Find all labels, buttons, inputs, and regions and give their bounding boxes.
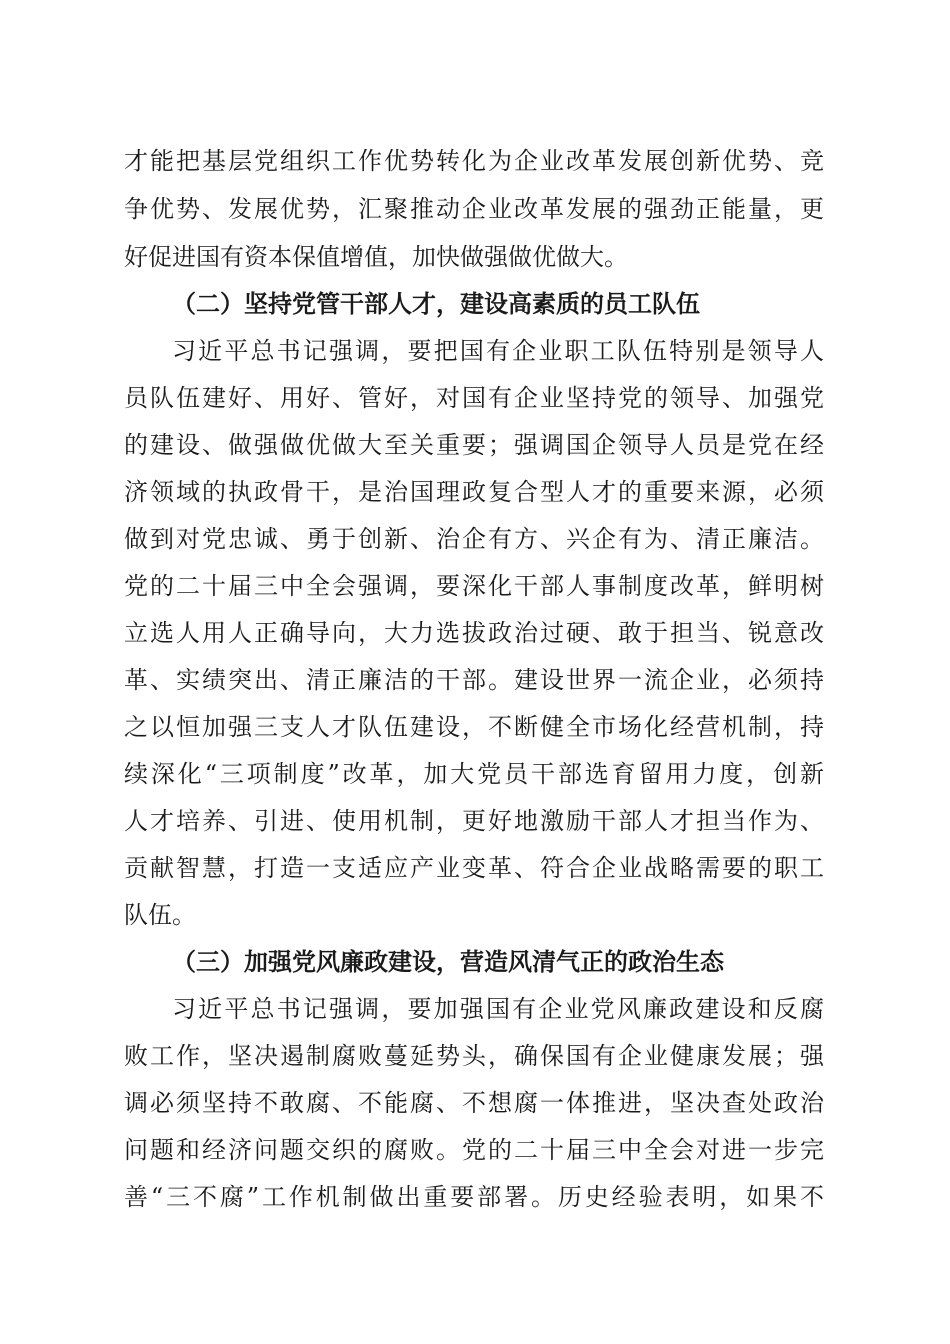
paragraph-line: 队伍。 — [124, 901, 196, 929]
paragraph-line: 调必须坚持不敢腐、不能腐、不想腐一体推进，坚决查处政治 — [124, 1089, 824, 1117]
paragraph-line: 的建设、做强做优做大至关重要；强调国企领导人员是党在经 — [124, 431, 824, 459]
paragraph-line: 党的二十届三中全会强调，要深化干部人事制度改革，鲜明树 — [124, 572, 824, 600]
paragraph-line: 善“三不腐”工作机制做出重要部署。历史经验表明，如果不 — [124, 1183, 824, 1211]
section-heading-3: （三）加强党风廉政建设，营造风清气正的政治生态 — [172, 948, 724, 976]
paragraph-line: 续深化“三项制度”改革，加大党员干部选育留用力度，创新 — [124, 760, 824, 788]
paragraph-line: 习近平总书记强调，要把国有企业职工队伍特别是领导人 — [172, 337, 824, 365]
paragraph-line: 好促进国有资本保值增值，加快做强做优做大。 — [124, 243, 628, 271]
paragraph-line: 贡献智慧，打造一支适应产业变革、符合企业战略需要的职工 — [124, 854, 824, 882]
paragraph-line: 立选人用人正确导向，大力选拔政治过硬、敢于担当、锐意改 — [124, 619, 824, 647]
paragraph-line: 败工作，坚决遏制腐败蔓延势头，确保国有企业健康发展；强 — [124, 1042, 824, 1070]
paragraph-line: 人才培养、引进、使用机制，更好地激励干部人才担当作为、 — [124, 807, 824, 835]
paragraph-line: 做到对党忠诚、勇于创新、治企有方、兴企有为、清正廉洁。 — [124, 525, 824, 553]
paragraph-line: 习近平总书记强调，要加强国有企业党风廉政建设和反腐 — [172, 995, 824, 1023]
paragraph-line: 争优势、发展优势，汇聚推动企业改革发展的强劲正能量，更 — [124, 195, 824, 223]
paragraph-line: 济领域的执政骨干，是治国理政复合型人才的重要来源，必须 — [124, 478, 824, 506]
paragraph-line: 员队伍建好、用好、管好，对国有企业坚持党的领导、加强党 — [124, 384, 824, 412]
section-heading-2: （二）坚持党管干部人才，建设高素质的员工队伍 — [172, 290, 700, 318]
paragraph-line: 之以恒加强三支人才队伍建设，不断健全市场化经营机制，持 — [124, 713, 824, 741]
paragraph-line: 革、实绩突出、清正廉洁的干部。建设世界一流企业，必须持 — [124, 666, 824, 694]
paragraph-line: 才能把基层党组织工作优势转化为企业改革发展创新优势、竞 — [124, 147, 824, 175]
paragraph-line: 问题和经济问题交织的腐败。党的二十届三中全会对进一步完 — [124, 1136, 824, 1164]
